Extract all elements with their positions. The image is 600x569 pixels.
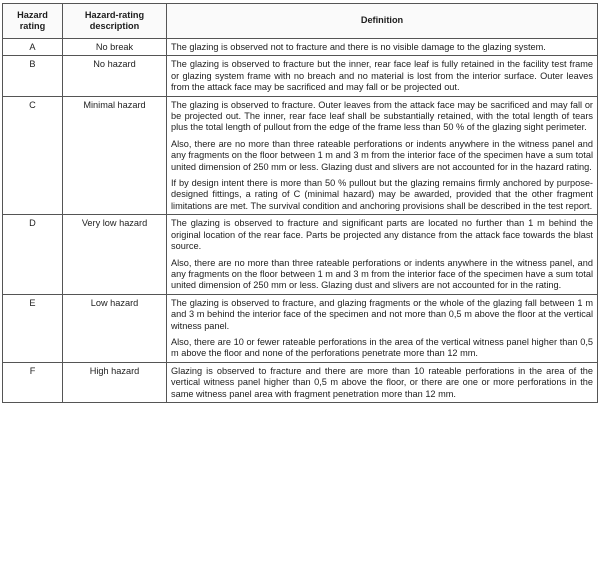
table-row [3,215,598,294]
definition-cell [167,96,598,215]
table-body [3,39,598,403]
hazard-rating-table [2,3,598,403]
description-cell: High hazard [63,362,167,402]
description-cell: Very low hazard [63,215,167,294]
table-row [3,96,598,215]
definition-paragraph: Also, there are no more than three rateable perforations or indents anywhere in the witness panel and any fragments on the floor between 1 m and 3 m from the interior face of the specimen have a sum total united dimension of 250 mm or less. Glazing dust and slivers are not accounted for in the hazard rating. [171,138,593,172]
definition-paragraph: Also, there are 10 or fewer rateable perforations in the area of the vertical witness panel higher than 0,5 m above the floor and none of the perforations penetrate more than 12 mm. [171,336,593,359]
definition-paragraph: Also, there are no more than three rateable perforations or indents anywhere in the witness panel, and any fragments on the floor between 1 m and 3 m from the interior face of the specimen have a sum total united dimension of 250 mm or less. Glazing dust and slivers are not accounted for in the rating. [171,257,593,291]
table-row [3,39,598,56]
description-cell: Low hazard [63,294,167,362]
table-row [3,362,598,402]
rating-cell: E [3,294,63,362]
definition-cell [167,362,598,402]
definition-paragraph: The glazing is observed not to fracture and there is no visible damage to the glazing system. [171,42,546,52]
definition-paragraph: The glazing is observed to fracture and significant parts are located no further than 1 m behind the original location of the rear face. Parts be projected any distance from the attack face towards the blast source. [171,218,593,252]
table-row [3,294,598,362]
header-hazard-rating-description: Hazard-rating description [63,4,167,39]
definition-cell [167,56,598,96]
rating-cell: D [3,215,63,294]
definition-cell [167,39,598,56]
header-hazard-rating: Hazard rating [3,4,63,39]
hazard-rating-table-container [2,3,597,403]
definition-paragraph: Glazing is observed to fracture and there are more than 10 rateable perforations in the area of the vertical witness panel higher than 0,5 m above the floor, or there are one or more perforations in the same witness panel area with fragment penetration more than 12 mm. [171,365,593,399]
definition-paragraph: The glazing is observed to fracture, and glazing fragments or the whole of the glazing fall between 1 m and 3 m behind the interior face of the specimen and not more than 0,5 m above the floor at the vertical witness panel. [171,297,593,331]
header-definition: Definition [167,4,598,39]
rating-cell: F [3,362,63,402]
rating-cell: A [3,39,63,56]
description-cell: No hazard [63,56,167,96]
rating-cell: B [3,56,63,96]
table-header-row [3,4,598,39]
description-cell: No break [63,39,167,56]
rating-cell: C [3,96,63,215]
definition-paragraph: The glazing is observed to fracture. Outer leaves from the attack face may be sacrificed and may fall or be projected out. The inner, rear face leaf shall be substantially retained, with the total length of tears plus the total length of pullout from the edge of the frame less than 50 % of the glazing sight perimeter. [171,99,593,133]
description-cell: Minimal hazard [63,96,167,215]
definition-cell [167,294,598,362]
definition-paragraph: If by design intent there is more than 50 % pullout but the glazing remains firmly anchored by purpose-designed fittings, a rating of C (minimal hazard) may be awarded, provided that the other fragment limitations are met. The survival condition and anchoring provisions shall be described in the test report. [171,178,593,211]
definition-cell [167,215,598,294]
table-row [3,56,598,96]
definition-paragraph: The glazing is observed to fracture but the inner, rear face leaf is fully retained in the facility test frame or glazing system frame with no breach and no material is lost from the interior surface. Outer leaves from the attack face may be sacrificed and may fall or be projected out. [171,59,593,93]
